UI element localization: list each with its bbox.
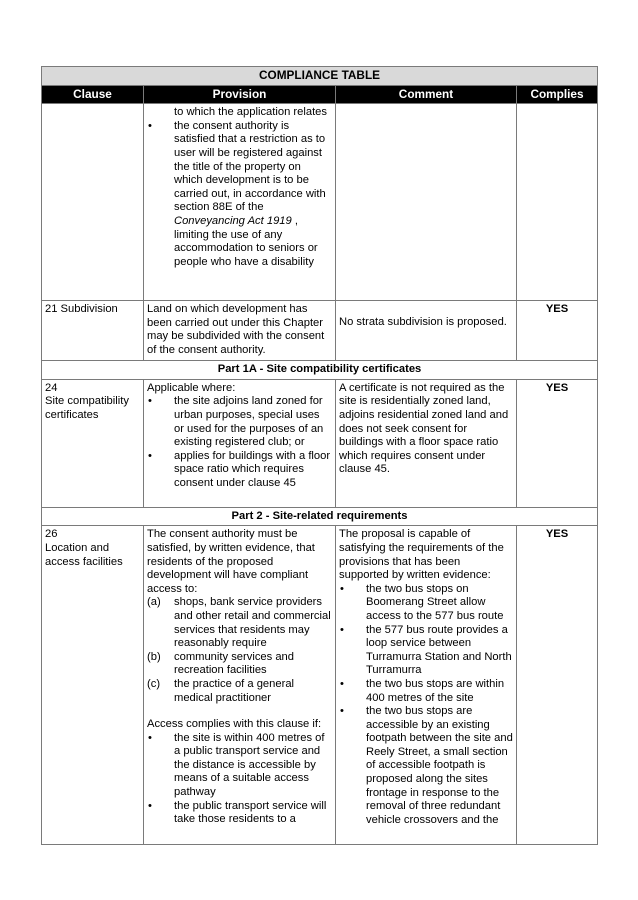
clause-cell: 21 Subdivision bbox=[42, 301, 144, 361]
clause-number: 26 bbox=[45, 528, 58, 541]
list-item bbox=[147, 678, 332, 705]
header-clause: Clause bbox=[42, 85, 144, 104]
list-marker: (a) bbox=[147, 596, 161, 609]
list-item: • the site adjoins land zoned for urban purposes, special uses or used for the purposes of an existing registered club; or bbox=[147, 395, 332, 449]
clause-cell bbox=[42, 526, 144, 845]
complies-cell bbox=[517, 104, 598, 301]
header-provision: Provision bbox=[144, 85, 336, 104]
list-item: • the public transport service will take those residents to a bbox=[147, 800, 332, 827]
list-item: • the 577 bus route provides a loop service between Turramurra Station and North Turramurra bbox=[339, 624, 513, 678]
list-text: shops, bank service providers and other retail and commercial services that residents may reasonably require bbox=[174, 596, 331, 650]
table-row bbox=[42, 301, 598, 361]
header-comment: Comment bbox=[336, 85, 517, 104]
table-header-row bbox=[42, 85, 598, 104]
complies-cell: YES bbox=[517, 301, 598, 361]
provision-text: the consent authority is satisfied that a restriction as to user will be registered against the title of the property on which development is to be carried out, in accordance with section 88E of the bbox=[174, 119, 326, 214]
list-item: • applies for buildings with a floor space ratio which requires consent under clause 45 bbox=[147, 450, 332, 491]
provision-intro: Applicable where: bbox=[147, 381, 236, 394]
act-name: Conveyancing Act 1919 bbox=[174, 214, 292, 227]
table-row bbox=[42, 526, 598, 845]
provision-intro: The consent authority must be satisfied, by written evidence, that residents of the proposed development will have compliant access to: bbox=[147, 528, 315, 595]
compliance-table bbox=[41, 66, 598, 845]
provision-text-tail: , limiting the use of any accommodation to seniors or people who have a disability bbox=[174, 214, 318, 268]
clause-number: 24 bbox=[45, 381, 58, 394]
provision-cell bbox=[144, 379, 336, 507]
list-item bbox=[147, 651, 332, 678]
list-item: • the two bus stops on Boomerang Street allow access to the 577 bus route bbox=[339, 583, 513, 624]
list-item bbox=[147, 596, 332, 650]
comment-cell: A certificate is not required as the site is residentially zoned land, adjoins residential zoned land and does not seek consent for buildings with a floor space ratio which requires consent under clause 45. bbox=[336, 379, 517, 507]
section-row bbox=[42, 361, 598, 380]
provision-cell bbox=[144, 104, 336, 301]
list-item bbox=[147, 120, 332, 270]
list-text: community services and recreation facilities bbox=[174, 650, 294, 677]
complies-cell: YES bbox=[517, 379, 598, 507]
comment-cell bbox=[336, 104, 517, 301]
list-item: • the two bus stops are within 400 metres of the site bbox=[339, 678, 513, 705]
clause-cell bbox=[42, 104, 144, 301]
clause-name: Location and access facilities bbox=[45, 541, 123, 568]
list-text: the practice of a general medical practitioner bbox=[174, 677, 295, 704]
provision-access-intro: Access complies with this clause if: bbox=[147, 718, 322, 731]
comment-intro: The proposal is capable of satisfying the requirements of the provisions that has been supported by written evidence: bbox=[339, 528, 504, 582]
list-item: • the site is within 400 metres of a public transport service and the distance is accessible by means of a suitable access pathway bbox=[147, 732, 332, 800]
list-marker: (b) bbox=[147, 650, 161, 663]
clause-cell bbox=[42, 379, 144, 507]
provision-lead: to which the application relates bbox=[174, 106, 327, 119]
section-heading: Part 1A - Site compatibility certificates bbox=[42, 361, 598, 380]
provision-access-list bbox=[147, 732, 332, 827]
table-title-row bbox=[42, 67, 598, 86]
complies-cell: YES bbox=[517, 526, 598, 845]
table-row bbox=[42, 104, 598, 301]
header-complies: Complies bbox=[517, 85, 598, 104]
section-heading: Part 2 - Site-related requirements bbox=[42, 507, 598, 526]
provision-cell: Land on which development has been carried out under this Chapter may be subdivided with the consent of the consent authority. bbox=[144, 301, 336, 361]
provision-list bbox=[147, 395, 332, 490]
list-item: • the two bus stops are accessible by an existing footpath between the site and Reely Street, a small section of accessible footpath is proposed along the sites frontage in response to the removal of three redundant vehicle crossovers and the bbox=[339, 705, 513, 827]
provision-cell bbox=[144, 526, 336, 845]
list-marker: (c) bbox=[147, 677, 161, 690]
table-row bbox=[42, 379, 598, 507]
provision-lettered-list bbox=[147, 596, 332, 705]
comment-cell: No strata subdivision is proposed. bbox=[336, 301, 517, 361]
section-row bbox=[42, 507, 598, 526]
list-item bbox=[147, 106, 332, 120]
table-title: COMPLIANCE TABLE bbox=[42, 67, 598, 86]
comment-list bbox=[339, 583, 513, 828]
clause-name: Site compatibility certificates bbox=[45, 395, 129, 421]
comment-cell bbox=[336, 526, 517, 845]
provision-list bbox=[147, 106, 332, 269]
